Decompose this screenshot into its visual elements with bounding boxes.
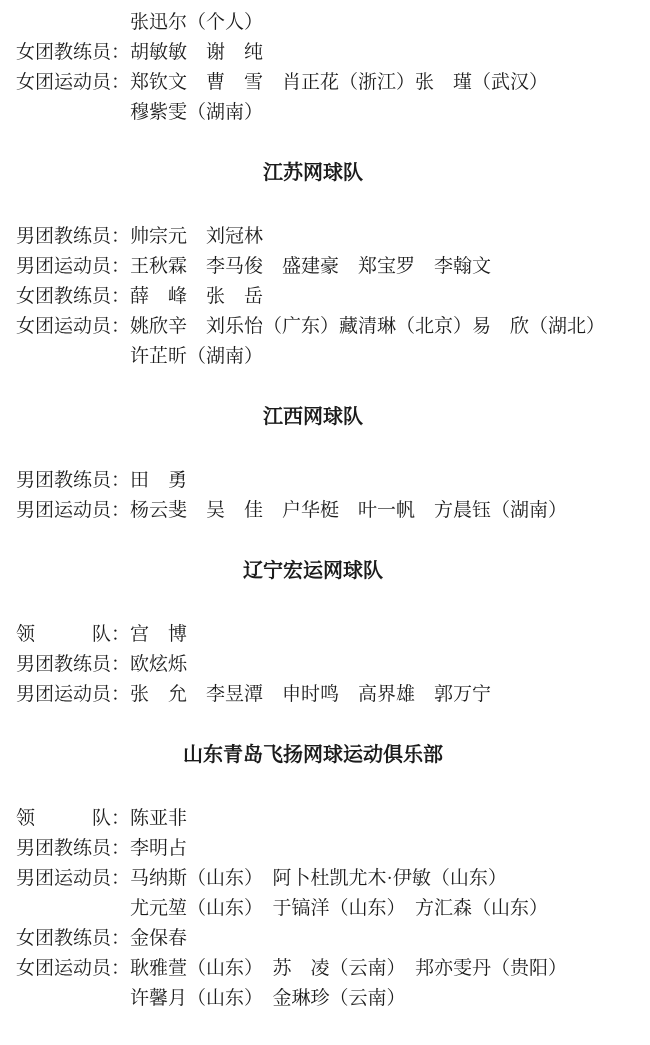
role-label (16, 924, 130, 954)
names-text: 穆紫雯（湖南） (130, 102, 264, 123)
role-name: 男团运动员 (16, 256, 112, 277)
role-name: 女团教练员 (16, 286, 112, 307)
role-label (16, 650, 130, 680)
team-section (16, 740, 610, 1014)
role-name: 领队 (16, 624, 111, 645)
roster-line (16, 68, 610, 98)
continuation-line (16, 984, 610, 1014)
role-label (16, 496, 130, 526)
role-label (16, 864, 130, 894)
names-text: 欧炫烁 (130, 654, 188, 675)
names-text: 许芷昕（湖南） (130, 346, 264, 367)
colon: ： (111, 684, 131, 705)
team-heading: 山东青岛飞扬网球运动俱乐部 (183, 744, 443, 766)
colon: ： (111, 286, 131, 307)
role-label (16, 620, 130, 650)
names-text: 马纳斯（山东） 阿卜杜凯尤木·伊敏（山东） (130, 868, 507, 889)
names-text: 田 勇 (130, 470, 188, 491)
names-text: 耿雅萱（山东） 苏 凌（云南） 邦亦雯丹（贵阳） (130, 958, 568, 979)
team-heading: 辽宁宏运网球队 (243, 560, 383, 582)
role-label (16, 282, 130, 312)
role-name: 女团运动员 (16, 316, 112, 337)
roster-fragment (16, 8, 610, 128)
role-name: 女团教练员 (16, 928, 112, 949)
roster-line (16, 496, 610, 526)
names-text: 胡敏敏 谢 纯 (130, 42, 264, 63)
roster-line (16, 282, 610, 312)
roster-line (16, 222, 610, 252)
role-name: 男团教练员 (16, 470, 112, 491)
colon: ： (111, 958, 131, 979)
names-text: 杨云斐 吴 佳 户华梃 叶一帆 方晨钰（湖南） (130, 500, 568, 521)
roster-line (16, 924, 610, 954)
role-label (16, 466, 130, 496)
names-text: 陈亚非 (130, 808, 188, 829)
team-section (16, 158, 610, 372)
colon: ： (111, 654, 131, 675)
names-text: 王秋霖 李马俊 盛建豪 郑宝罗 李翰文 (130, 256, 492, 277)
role-name: 领队 (16, 808, 111, 829)
roster-line (16, 680, 610, 710)
continuation-line (16, 894, 610, 924)
colon: ： (111, 500, 131, 521)
colon: ： (111, 316, 131, 337)
colon: ： (111, 72, 131, 93)
role-name: 男团运动员 (16, 684, 112, 705)
role-label (16, 38, 130, 68)
colon: ： (111, 624, 131, 645)
names-text: 尤元堃（山东） 于镐洋（山东） 方汇森（山东） (130, 898, 549, 919)
role-label (16, 804, 130, 834)
roster-line (16, 804, 610, 834)
role-label (16, 834, 130, 864)
role-label (16, 252, 130, 282)
role-label (16, 954, 130, 984)
colon: ： (111, 470, 131, 491)
colon: ： (111, 226, 131, 247)
roster-line (16, 312, 610, 342)
colon: ： (111, 42, 131, 63)
roster-line (16, 620, 610, 650)
team-heading: 江西网球队 (263, 406, 363, 428)
continuation-line (16, 8, 610, 38)
names-text: 姚欣辛 刘乐怡（广东）藏清琳（北京）易 欣（湖北） (130, 316, 606, 337)
names-text: 张迅尔（个人） (130, 12, 264, 33)
role-label (16, 680, 130, 710)
roster-line (16, 466, 610, 496)
role-name: 男团运动员 (16, 500, 112, 521)
role-label (16, 312, 130, 342)
roster-line (16, 252, 610, 282)
names-text: 郑钦文 曹 雪 肖正花（浙江）张 瑾（武汉） (130, 72, 549, 93)
names-text: 薛 峰 张 岳 (130, 286, 264, 307)
team-heading: 江苏网球队 (263, 162, 363, 184)
names-text: 宫 博 (130, 624, 188, 645)
colon: ： (111, 868, 131, 889)
roster-line (16, 864, 610, 894)
role-name: 女团教练员 (16, 42, 112, 63)
roster-line (16, 954, 610, 984)
names-text: 帅宗元 刘冠林 (130, 226, 264, 247)
role-name: 男团运动员 (16, 868, 112, 889)
colon: ： (111, 838, 131, 859)
colon: ： (111, 256, 131, 277)
role-name: 男团教练员 (16, 654, 112, 675)
roster-line (16, 38, 610, 68)
continuation-line (16, 98, 610, 128)
continuation-line (16, 342, 610, 372)
roster-line (16, 834, 610, 864)
roster-line (16, 650, 610, 680)
role-name: 女团运动员 (16, 958, 112, 979)
names-text: 金保春 (130, 928, 188, 949)
colon: ： (111, 928, 131, 949)
colon: ： (111, 808, 131, 829)
team-section (16, 402, 610, 526)
role-name: 男团教练员 (16, 838, 112, 859)
role-label (16, 222, 130, 252)
role-label (16, 68, 130, 98)
team-section (16, 556, 610, 710)
names-text: 许馨月（山东） 金琳珍（云南） (130, 988, 406, 1009)
names-text: 张 允 李昱潭 申时鸣 高界雄 郭万宁 (130, 684, 492, 705)
role-name: 男团教练员 (16, 226, 112, 247)
names-text: 李明占 (130, 838, 188, 859)
role-name: 女团运动员 (16, 72, 112, 93)
